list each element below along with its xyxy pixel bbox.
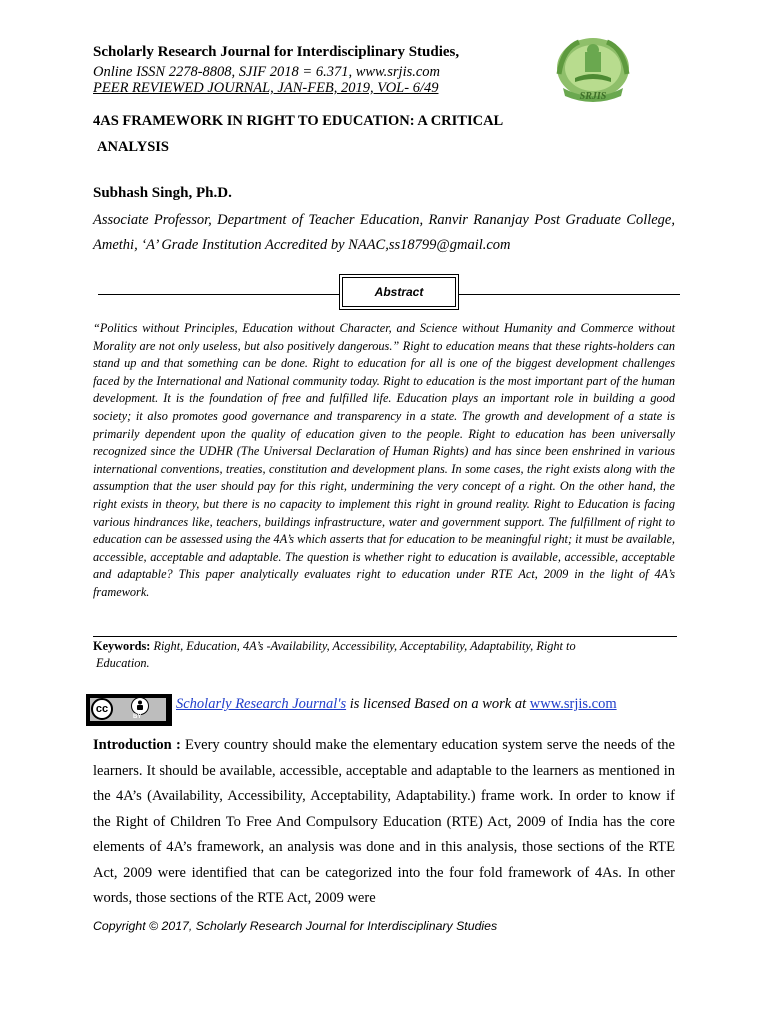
license-text: is licensed Based on a work at [346, 696, 530, 712]
peer-review-line: PEER REVIEWED JOURNAL, JAN-FEB, 2019, VOL- 6/49 [93, 80, 439, 96]
site-link[interactable]: www.srjis.com [529, 696, 617, 712]
introduction-paragraph [93, 733, 675, 912]
introduction-label: Introduction : [93, 737, 181, 753]
keywords-line-2: Education. [96, 656, 150, 670]
issn-line: Online ISSN 2278-8808, SJIF 2018 = 6.371, www.srjis.com [93, 64, 441, 80]
author-name: Subhash Singh, Ph.D. [93, 185, 232, 201]
by-label: BY [133, 714, 142, 720]
introduction-text: Every country should make the elementary education system serve the needs of the learners. It should be available, accessible, acceptable and adaptable to the learners as mentioned in the 4A’s (Availability, Accessibility, Acceptability, Adaptability.) frame work. In order to know if the Right of Children To Free And Compulsory Education (RTE) Act, 2009 of India has the core elements of 4A’s framework, an analysis was done and in this analysis, those sections of the RTE Act, 2009 were identified that can be categorized into the four fold framework of 4As. In other words, those sections of the RTE Act, 2009 were [93, 737, 675, 906]
keywords [93, 638, 675, 672]
copyright-footer: Copyright © 2017, Scholarly Research Journal for Interdisciplinary Studies [93, 919, 498, 933]
journal-link[interactable]: Scholarly Research Journal's [176, 696, 347, 712]
title-line-1: 4AS FRAMEWORK IN RIGHT TO EDUCATION: A CRITICAL [93, 113, 504, 129]
title-line-2: ANALYSIS [97, 139, 169, 155]
journal-logo [549, 34, 637, 106]
svg-text:SRJIS: SRJIS [579, 91, 607, 102]
attribution-icon [131, 697, 149, 715]
abstract-label: Abstract [374, 285, 424, 299]
keywords-label: Keywords: [93, 639, 151, 653]
article-title [93, 108, 503, 160]
keywords-line-1: Right, Education, 4A’s -Availability, Accessibility, Acceptability, Adaptability, Right to [150, 639, 576, 653]
abstract-label-box [342, 277, 456, 307]
author-affiliation: Associate Professor, Department of Teacher Education, Ranvir Rananjay Post Graduate College, Amethi, ‘A’ Grade Institution Accredited by NAAC,ss18799@gmail.com [93, 212, 675, 253]
cc-license-badge[interactable] [86, 694, 172, 726]
journal-name: Scholarly Research Journal for Interdisciplinary Studies, [93, 44, 460, 60]
license-line [176, 696, 617, 713]
keywords-rule [93, 636, 677, 637]
cc-icon: cc [91, 698, 113, 720]
abstract-text: “Politics without Principles, Education without Character, and Science without Humanity and Commerce without Morality are not only useless, but also positively dangerous.” Right to education means that these rights-holders can stand up and that something can be done. Right to education for all is one of the biggest development challenges faced by the International and National community today. Right to education is the most important part of the human development. It is the foundation of free and fulfilled life. Education plays an important role in building a good society; it also promotes good governance and transparency in a state. The growth and development of a state is primarily dependent upon the quality of education given to the people. Right to education has been universally recognized since the UDHR (The Universal Declaration of Human Rights) and has since been enshrined in various international conventions, treaties, constitution and development plans. In some cases, the right exists along with the assumption that the user should pay for this right, undermining the very concept of a right. On the other hand, the right exists in theory, but there is no capacity to implement this right in ground reality. Right to Education is facing various hindrances like, teachers, buildings infrastructure, water and government support. The fulfillment of right to education can be assessed using the 4A’s which asserts that for education to be meaningful right; it must be available, accessible, acceptable and adaptable. The question is whether right to education is available, accessible, acceptable and adaptable? This paper analytically evaluates right to education under RTE Act, 2009 in the light of 4A’s framework. [93, 321, 675, 599]
